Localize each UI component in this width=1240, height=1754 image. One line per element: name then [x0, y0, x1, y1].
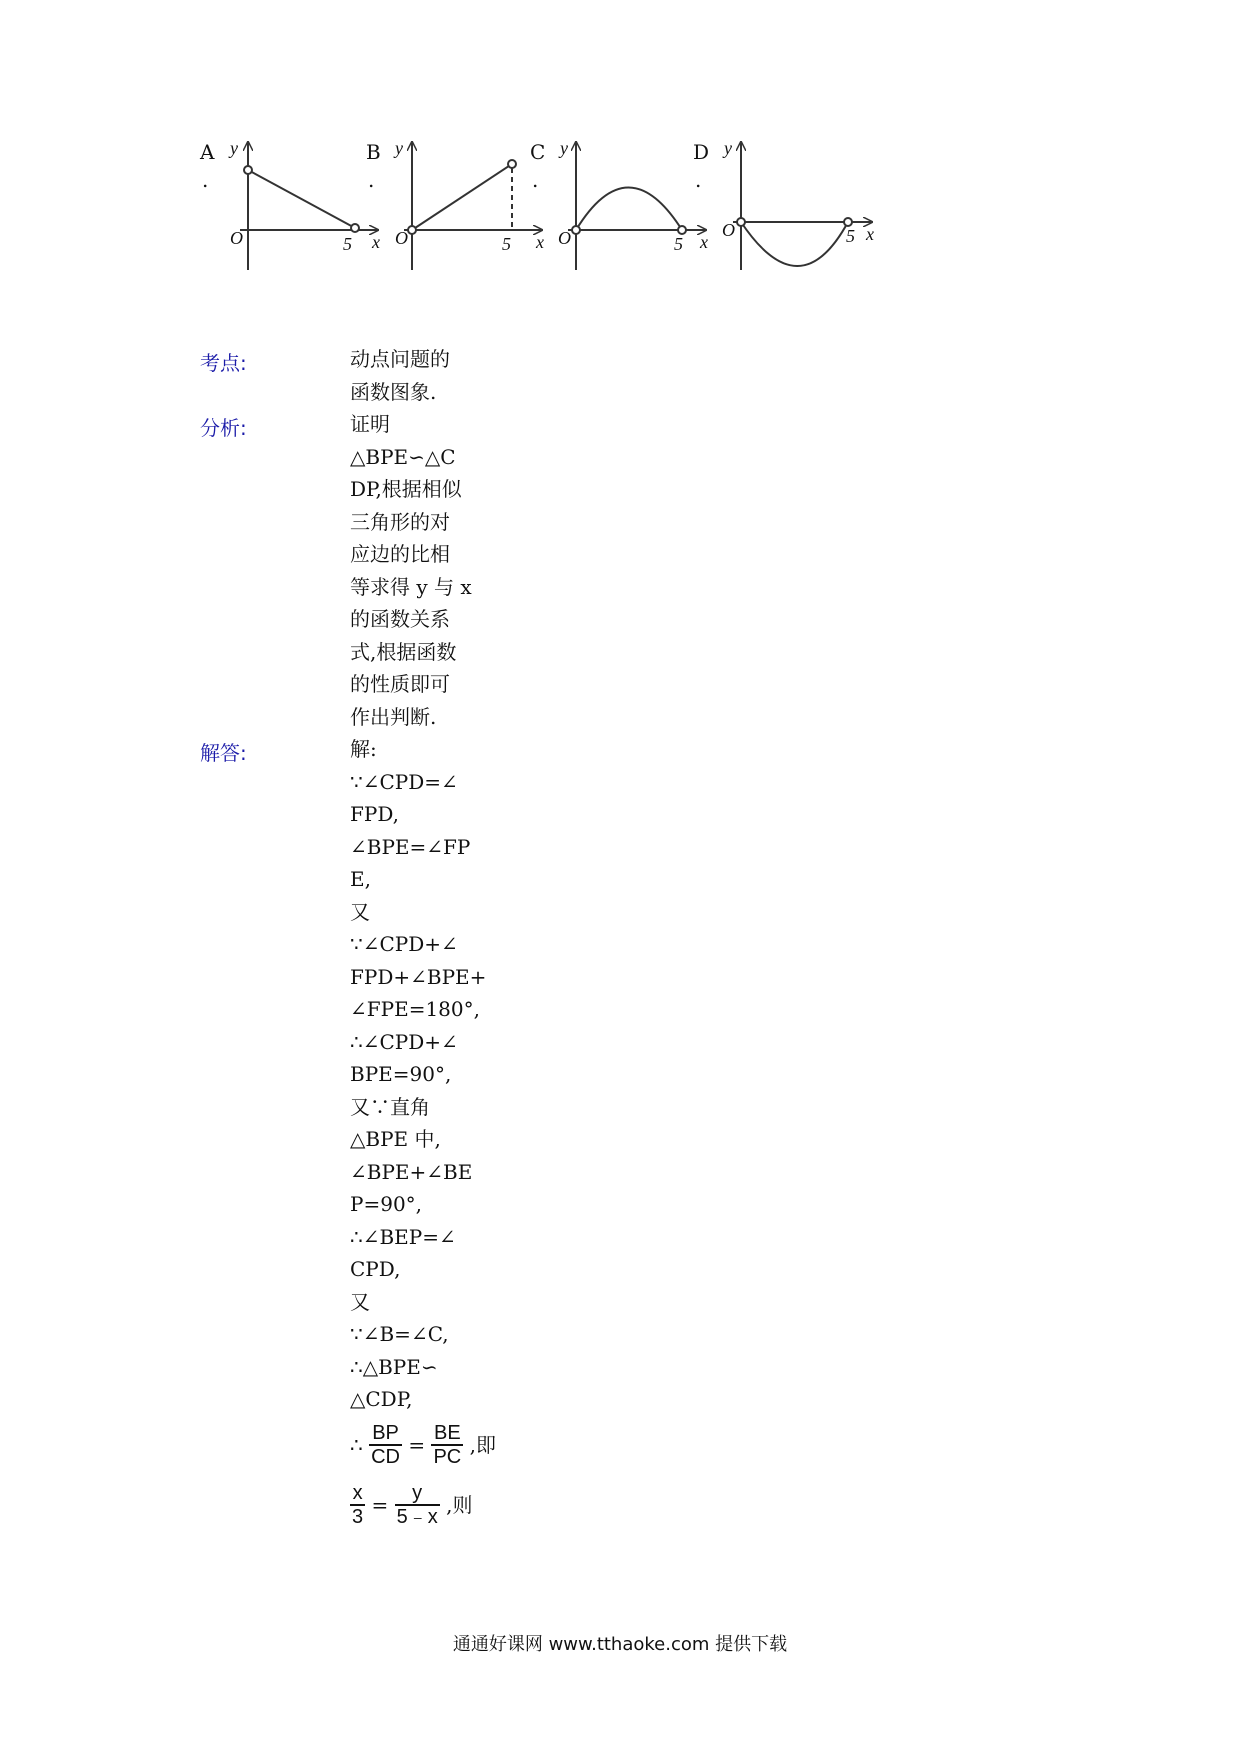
fenxi-line: 的函数关系: [350, 607, 450, 631]
frac-numerator: BE: [431, 1422, 463, 1446]
graph-b-x-label: x: [536, 232, 544, 252]
jieda-line: ∠BPE=∠FP: [350, 834, 471, 859]
graph-b-tick-label: 5: [502, 234, 511, 254]
graph-b-y-label: y: [395, 138, 403, 158]
graph-d-y-label: y: [724, 138, 732, 158]
fraction-be-pc: [431, 1422, 463, 1468]
graph-b-origin-label: O: [395, 228, 408, 248]
frac2-equals: =: [371, 1492, 389, 1517]
fraction-line-1: [350, 1422, 496, 1478]
kaodian-label: 考点:: [200, 351, 247, 375]
jieda-line: ∴∠CPD+∠: [350, 1029, 458, 1054]
frac-denominator: CD: [371, 1445, 400, 1468]
fenxi-line: 等求得 y 与 x: [350, 574, 472, 599]
graph-b-open-point-origin: [408, 226, 416, 234]
graph-d-curve: [741, 222, 848, 266]
graph-d-origin-label: O: [722, 220, 735, 240]
jieda-line: FPD+∠BPE+: [350, 964, 487, 989]
jieda-line: ∵∠B=∠C,: [350, 1322, 449, 1346]
jieda-line: ∠BPE+∠BE: [350, 1159, 473, 1184]
option-d-dot: .: [695, 168, 702, 192]
jieda-line: BPE=90°,: [350, 1062, 452, 1086]
graph-a-open-point-end: [351, 224, 359, 232]
graph-c-y-label: y: [560, 138, 568, 158]
fenxi-line: 式,根据函数: [350, 639, 457, 664]
jieda-line: P=90°,: [350, 1192, 423, 1216]
graph-b-open-point-top: [508, 160, 516, 168]
kaodian-line: 函数图象.: [350, 379, 437, 404]
fenxi-line: 的性质即可: [350, 672, 450, 696]
kaodian-line: 动点问题的: [350, 347, 450, 371]
fenxi-line: 证明: [350, 412, 390, 436]
jieda-content: [350, 733, 496, 1538]
graph-a-tick-label: 5: [343, 234, 352, 254]
jieda-line: E,: [350, 867, 371, 891]
graph-c-x-label: x: [700, 232, 708, 252]
fenxi-line: DP,根据相似: [350, 477, 462, 501]
jieda-line: ∵∠CPD+∠: [350, 932, 458, 956]
graph-a-x-label: x: [372, 232, 380, 252]
jieda-line: 又: [350, 1289, 370, 1314]
frac-numerator: BP: [369, 1422, 402, 1446]
frac1-prefix: ∴: [350, 1432, 363, 1457]
page-footer: 通通好课网 www.tthaoke.com 提供下载: [452, 1634, 788, 1655]
jieda-line: △BPE 中,: [350, 1127, 441, 1151]
fenxi-line: 三角形的对: [350, 509, 450, 534]
jieda-line: 解:: [350, 737, 377, 761]
option-c-letter: C: [530, 140, 546, 164]
option-d-letter: D: [693, 140, 710, 164]
jieda-line: ∴△BPE∽: [350, 1354, 438, 1379]
frac2-suffix: ,则: [446, 1492, 473, 1517]
jieda-line: ∵∠CPD=∠: [350, 769, 458, 794]
graphs-svg: [200, 130, 1000, 305]
frac-denominator: 5﹣x: [396, 1505, 438, 1528]
option-a-dot: .: [202, 168, 209, 192]
graph-c-curve: [576, 188, 682, 231]
fenxi-line: 应边的比相: [350, 542, 450, 566]
option-b-dot: .: [368, 168, 375, 192]
option-b-letter: B: [366, 140, 381, 164]
fenxi-line: △BPE∽△C: [350, 444, 456, 469]
frac-numerator: x: [350, 1482, 365, 1506]
jieda-line: ∴∠BEP=∠: [350, 1224, 456, 1249]
graph-d-open-point-end: [844, 218, 852, 226]
fenxi-content: [350, 408, 472, 733]
graph-c-tick-label: 5: [674, 234, 683, 254]
option-graphs: [200, 130, 1000, 305]
graph-a-curve: [248, 170, 355, 228]
fenxi-label: 分析:: [200, 416, 247, 440]
fenxi-line: 作出判断.: [350, 704, 437, 729]
frac-denominator: 3: [352, 1505, 364, 1528]
fraction-line-2: [350, 1482, 496, 1538]
kaodian-content: [350, 343, 450, 408]
graph-a-origin-label: O: [230, 228, 243, 248]
option-c-dot: .: [532, 168, 539, 192]
graph-d-x-label: x: [866, 224, 874, 244]
graph-c-open-point-origin: [572, 226, 580, 234]
graph-d-tick-label: 5: [846, 226, 855, 246]
frac-numerator: y: [395, 1482, 440, 1506]
option-a-letter: A: [200, 140, 215, 164]
jieda-line: 又: [350, 899, 370, 924]
fraction-y-5-minus-x: [395, 1482, 440, 1528]
frac1-suffix: ,即: [469, 1432, 496, 1457]
graph-c-origin-label: O: [558, 228, 571, 248]
fraction-bp-cd: [369, 1422, 402, 1468]
jieda-line: ∠FPE=180°,: [350, 997, 480, 1021]
graph-d-open-point-origin: [737, 218, 745, 226]
graph-a-y-label: y: [230, 138, 238, 158]
jieda-line: △CDP,: [350, 1387, 413, 1411]
frac-denominator: PC: [433, 1445, 462, 1468]
fraction-x-3: [350, 1482, 365, 1528]
jieda-line: FPD,: [350, 802, 400, 826]
graph-a-open-point-top: [244, 166, 252, 174]
graph-b-curve: [412, 164, 512, 230]
jieda-line: CPD,: [350, 1257, 401, 1281]
jieda-label: 解答:: [200, 741, 247, 765]
frac1-equals: =: [408, 1432, 426, 1457]
graph-c-open-point-end: [678, 226, 686, 234]
jieda-line: 又∵直角: [350, 1094, 430, 1119]
